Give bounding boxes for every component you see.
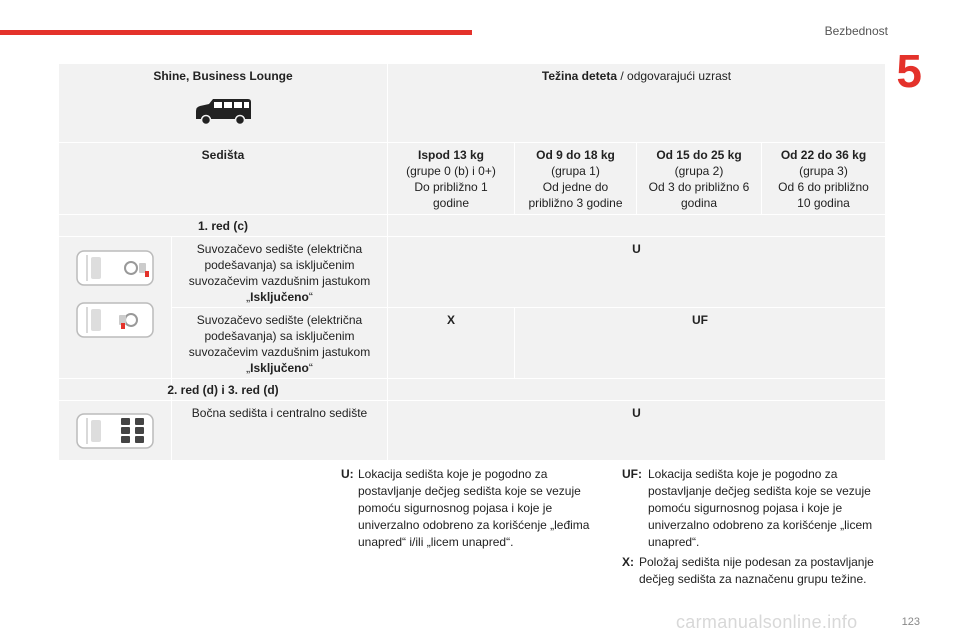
row-header-first-row: 1. red (c) [197,219,248,233]
group-line: Od 3 do približno 6 [648,180,750,194]
seat-value: UF [692,313,708,327]
quote-mark: “ [308,361,313,375]
group-line: približno 3 godine [528,196,623,210]
legend-uf [622,466,884,551]
car-top-view-front-seat-icon [75,299,155,341]
legend-text: Lokacija sedišta koje je pogodno za postavljanje dečjeg sedišta koje se vezuje pomoću sigurnosnog pojasa i koje je univerzalno odobreno za korišćenje „licem unapred“. [648,467,873,549]
legend-x [622,554,884,588]
group-weight: Ispod 13 kg [417,148,485,162]
group-line: godine [432,196,470,210]
group-line: 10 godina [797,196,850,210]
seat-text: Suvozačevo sedište (električna podešavanja) sa isključenim suvozačevim vazdušnim jastukom [188,313,371,359]
version-title: Shine, Business Lounge [153,69,293,83]
quote-mark: „ [246,290,251,304]
child-seat-table [59,64,885,460]
seat-value: X [446,313,455,327]
group-header [637,143,761,214]
legend-text: Lokacija sedišta koje je pogodno za postavljanje dečjeg sedišta koje se vezuje pomoću sigurnosnog pojasa i koje je univerzalno odobreno za korišćenje „leđima unapred“ i/ili „licem unapred“. [358,467,590,549]
child-age-label: / odgovarajući uzrast [617,69,732,83]
group-weight: Od 22 do 36 kg [780,148,867,162]
car-top-view-front-seat-icon [75,247,155,289]
group-line: Od jedne do [542,180,609,194]
legend-key: U: [341,467,354,481]
airbag-status: Isključeno [250,361,309,375]
group-line: (grupa 2) [674,164,724,178]
seat-description [172,308,387,378]
seat-value: U [632,406,641,420]
group-line: Od 6 do približno [778,180,869,194]
legend-text: Položaj sedišta nije podesan za postavljanje dečjeg sedišta za naznačenu grupu težine. [639,555,874,586]
group-header [388,143,514,214]
page-number: 123 [901,616,920,628]
quote-mark: „ [246,361,251,375]
version-cell [59,64,387,142]
quote-mark: “ [308,290,313,304]
chapter-number: 5 [896,45,922,97]
seat-text: Suvozačevo sedište (električna podešavanja) sa isključenim suvozačevim vazdušnim jastukom [188,242,371,288]
group-line: (grupa 1) [551,164,600,178]
seat-description: Bočna sedišta i centralno sedište [191,406,368,420]
group-weight: Od 9 do 18 kg [536,148,615,162]
group-header [762,143,885,214]
row2-icon-cell [59,401,171,460]
car-top-view-rear-seats-icon [75,410,155,452]
watermark: carmanualsonline.info [676,612,858,632]
legend-key: X: [622,555,634,569]
header-accent-bar [0,30,472,35]
seat-description [172,237,387,307]
row-header-second-third-row: 2. red (d) i 3. red (d) [167,383,279,397]
group-weight: Od 15 do 25 kg [656,148,742,162]
section-title: Bezbednost [824,24,888,38]
group-line: (grupe 0 (b) i 0+) [406,164,496,178]
airbag-status: Isključeno [250,290,309,304]
group-line: (grupa 3) [799,164,848,178]
legend-u [341,466,601,551]
legend-key: UF: [622,467,642,481]
group-line: Do približno 1 [414,180,488,194]
seat-value: U [632,242,641,256]
child-weight-header [388,64,885,142]
group-header [515,143,636,214]
group-line: godina [680,196,718,210]
seats-column-header: Sedišta [201,148,245,162]
van-side-icon [193,96,253,128]
row1-icon-cell [59,237,171,378]
child-weight-label: Težina deteta [541,69,618,83]
